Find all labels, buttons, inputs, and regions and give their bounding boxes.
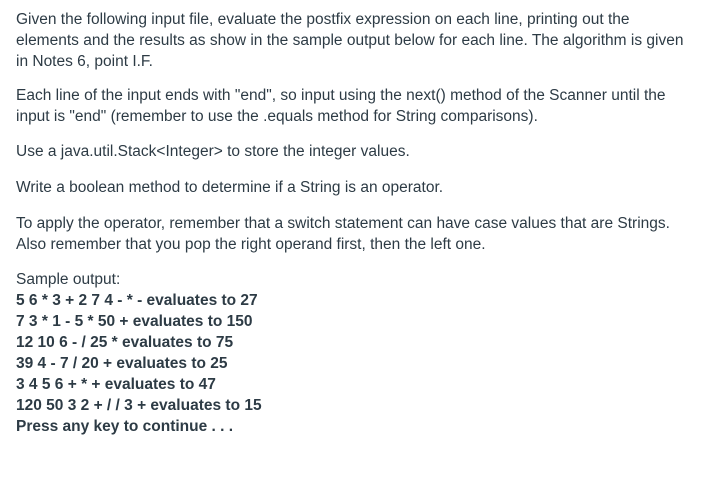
sample-output-line: 120 50 3 2 + / / 3 + evaluates to 15 — [16, 397, 262, 414]
sample-output-heading: Sample output: — [16, 271, 121, 288]
intro-paragraph: Given the following input file, evaluate the postfix expression on each line, printing out the elements and the results as show in the sample output below for each line. The algorithm is given in Notes 6, point I.F. — [16, 11, 684, 70]
sample-output-line: 7 3 * 1 - 5 * 50 + evaluates to 150 — [16, 313, 253, 330]
sample-output-block — [16, 269, 696, 437]
input-end-paragraph: Each line of the input ends with "end", so input using the next() method of the Scanner until the input is "end" (remember to use the .equals method for String comparisons). — [16, 87, 666, 125]
sample-output-line: 3 4 5 6 + * + evaluates to 47 — [16, 376, 216, 393]
sample-output-line: 5 6 * 3 + 2 7 4 - * - evaluates to 27 — [16, 292, 258, 309]
press-any-key-line: Press any key to continue . . . — [16, 418, 234, 435]
assignment-document — [16, 9, 696, 437]
operator-method-paragraph: Write a boolean method to determine if a String is an operator. — [16, 179, 444, 196]
sample-output-line: 12 10 6 - / 25 * evaluates to 75 — [16, 334, 234, 351]
switch-paragraph: To apply the operator, remember that a switch statement can have case values that are Strings. Also remember that you pop the right operand first, then the left one. — [16, 215, 670, 253]
sample-output-line: 39 4 - 7 / 20 + evaluates to 25 — [16, 355, 228, 372]
stack-paragraph: Use a java.util.Stack<Integer> to store the integer values. — [16, 143, 410, 160]
